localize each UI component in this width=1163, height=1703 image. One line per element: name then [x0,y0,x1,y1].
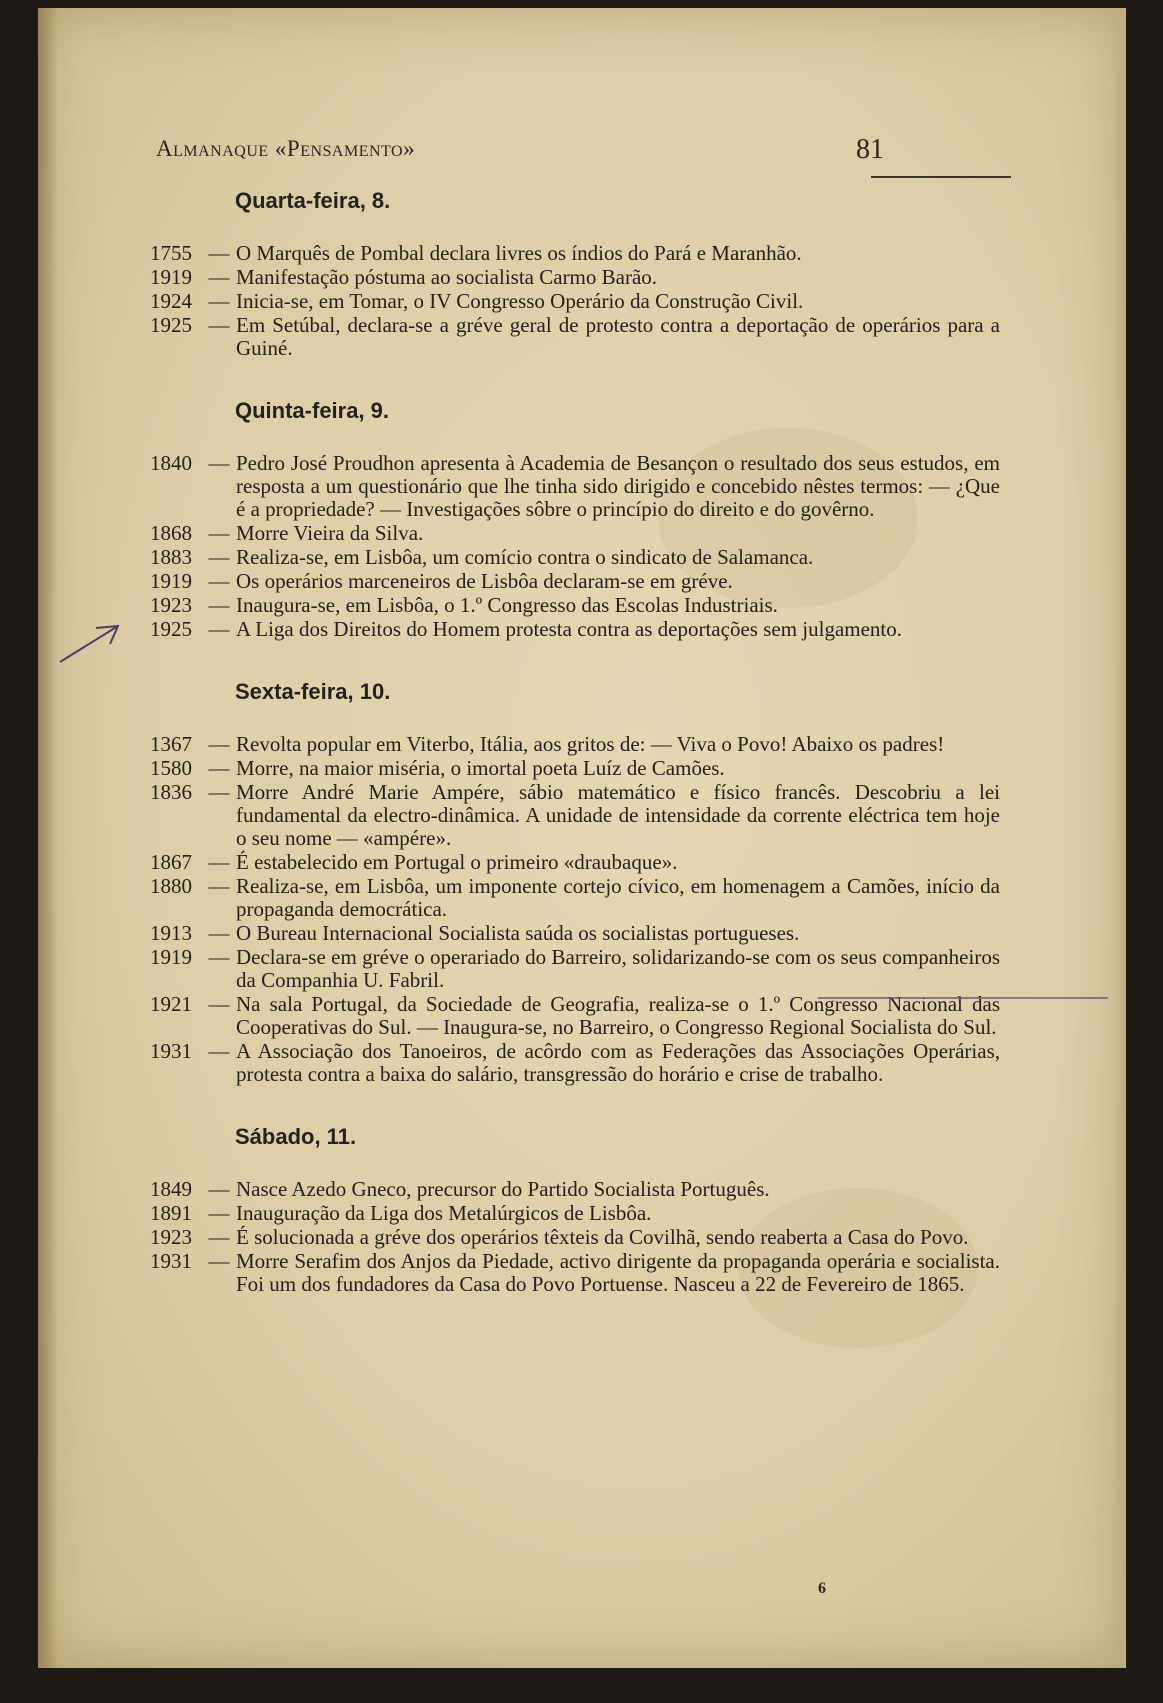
entry-text: Inicia-se, em Tomar, o IV Congresso Operário da Construção Civil. [236,289,804,313]
entry-year: 1883 [150,545,192,569]
entry-text: Realiza-se, em Lisbôa, um comício contra o sindicato de Salamanca. [236,545,814,569]
entry-list [150,733,1000,1086]
entry-text: Revolta popular em Viterbo, Itália, aos gritos de: — Viva o Povo! Abaixo os padres! [236,732,945,756]
entry-dash: — [208,313,230,337]
page-number: 81 [856,134,884,165]
entry-text: Em Setúbal, declara-se a gréve geral de protesto contra a deportação de operários para a Guiné. [236,313,1000,360]
day-heading: Quarta-feira, 8. [235,188,391,213]
entry-year: 1880 [150,874,192,898]
chronology-entry [150,733,1000,756]
chronology-entry [150,570,1000,593]
day-section-thursday [150,398,1000,641]
entry-dash: — [208,1177,230,1201]
day-heading: Sexta-feira, 10. [235,679,391,704]
entry-dash: — [208,780,230,804]
entry-text: Morre André Marie Ampére, sábio matemático e físico francês. Descobriu a lei fundamental da electro-dinâmica. A unidade de intensidade da corrente eléctrica tem hoje o seu nome — «ampére». [236,780,1000,850]
entry-list [150,242,1000,360]
chronology-entry [150,314,1000,360]
chronology-entry [150,618,1000,641]
book-page [38,8,1126,1668]
entry-year: 1868 [150,521,192,545]
entry-text: Os operários marceneiros de Lisbôa declaram-se em gréve. [236,569,733,593]
day-section-friday [150,679,1000,1086]
entry-dash: — [208,617,230,641]
entry-text: Manifestação póstuma ao socialista Carmo Barão. [236,265,658,289]
page-content [150,188,1000,1334]
entry-text: A Associação dos Tanoeiros, de acôrdo com as Federações das Associações Operárias, protesta contra a baixa do salário, transgressão do horário e crise de trabalho. [236,1039,1000,1086]
day-heading: Quinta-feira, 9. [235,398,390,423]
entry-year: 1925 [150,617,192,641]
entry-text: Na sala Portugal, da Sociedade de Geografia, realiza-se o 1.º Congresso Nacional das Cooperativas do Sul. — Inaugura-se, no Barreiro, o Congresso Regional Socialista do Sul. [236,992,1000,1039]
entry-dash: — [208,945,230,969]
entry-year: 1867 [150,850,192,874]
entry-text: Morre, na maior miséria, o imortal poeta Luíz de Camões. [236,756,725,780]
chronology-entry [150,242,1000,265]
entry-year: 1580 [150,756,192,780]
entry-dash: — [208,289,230,313]
chronology-entry [150,781,1000,850]
entry-year: 1913 [150,921,192,945]
entry-list [150,1178,1000,1296]
signature-mark: 6 [818,1580,826,1597]
entry-dash: — [208,451,230,475]
chronology-entry [150,266,1000,289]
entry-list [150,452,1000,641]
chronology-entry [150,1040,1000,1086]
entry-dash: — [208,521,230,545]
chronology-entry [150,1178,1000,1201]
running-head: Almanaque «Pensamento» [156,136,416,161]
entry-dash: — [208,545,230,569]
chronology-entry [150,290,1000,313]
entry-dash: — [208,874,230,898]
entry-dash: — [208,241,230,265]
entry-dash: — [208,569,230,593]
entry-year: 1921 [150,992,192,1016]
entry-year: 1923 [150,1225,192,1249]
entry-dash: — [208,992,230,1016]
entry-text: Inaugura-se, em Lisbôa, o 1.º Congresso das Escolas Industriais. [236,593,778,617]
entry-dash: — [208,921,230,945]
entry-year: 1931 [150,1249,192,1273]
entry-text: A Liga dos Direitos do Homem protesta contra as deportações sem julgamento. [236,617,903,641]
entry-dash: — [208,1039,230,1063]
entry-text: O Marquês de Pombal declara livres os índios do Pará e Maranhão. [236,241,802,265]
entry-year: 1919 [150,945,192,969]
handwritten-arrow-icon [56,618,126,668]
entry-text: Nasce Azedo Gneco, precursor do Partido Socialista Português. [236,1177,770,1201]
entry-text: O Bureau Internacional Socialista saúda os socialistas portugueses. [236,921,800,945]
entry-text: Morre Vieira da Silva. [236,521,424,545]
chronology-entry [150,922,1000,945]
header-rule [871,176,1011,178]
entry-year: 1755 [150,241,192,265]
chronology-entry [150,594,1000,617]
page-edge-shadow [1112,8,1126,1668]
chronology-entry [150,1202,1000,1225]
chronology-entry [150,452,1000,521]
chronology-entry [150,546,1000,569]
entry-text: Inauguração da Liga dos Metalúrgicos de Lisbôa. [236,1201,652,1225]
entry-year: 1891 [150,1201,192,1225]
entry-dash: — [208,732,230,756]
entry-dash: — [208,1249,230,1273]
chronology-entry [150,946,1000,992]
entry-year: 1919 [150,265,192,289]
entry-year: 1931 [150,1039,192,1063]
entry-year: 1919 [150,569,192,593]
chronology-entry [150,875,1000,921]
entry-dash: — [208,850,230,874]
chronology-entry [150,1250,1000,1296]
entry-year: 1367 [150,732,192,756]
entry-text: Pedro José Proudhon apresenta à Academia de Besançon o resultado dos seus estudos, em resposta a um questionário que lhe tinha sido dirigido e concebido nêstes termos: — ¿Que é a propriedade? — Investigações sôbre o princípio do direito e do govêrno. [236,451,1000,521]
entry-dash: — [208,593,230,617]
chronology-entry [150,851,1000,874]
page-spine-shadow [38,8,58,1668]
chronology-entry [150,757,1000,780]
entry-year: 1840 [150,451,192,475]
entry-dash: — [208,1225,230,1249]
page-header [156,126,996,176]
entry-text: É solucionada a gréve dos operários têxteis da Covilhã, sendo reaberta a Casa do Povo. [236,1225,969,1249]
entry-year: 1836 [150,780,192,804]
entry-year: 1849 [150,1177,192,1201]
entry-text: É estabelecido em Portugal o primeiro «draubaque». [236,850,678,874]
day-section-saturday [150,1124,1000,1296]
chronology-entry [150,1226,1000,1249]
entry-year: 1925 [150,313,192,337]
entry-year: 1924 [150,289,192,313]
day-heading: Sábado, 11. [235,1124,357,1149]
entry-text: Declara-se em gréve o operariado do Barreiro, solidarizando-se com os seus companheiros da Companhia U. Fabril. [236,945,1000,992]
entry-text: Morre Serafim dos Anjos da Piedade, activo dirigente da propaganda operária e socialista. Foi um dos fundadores da Casa do Povo Portuense. Nasceu a 22 de Fevereiro de 1865. [236,1249,1000,1296]
handwritten-underline-icon [818,996,1108,1000]
day-section-wednesday [150,188,1000,360]
entry-dash: — [208,756,230,780]
chronology-entry [150,522,1000,545]
entry-dash: — [208,265,230,289]
entry-year: 1923 [150,593,192,617]
entry-text: Realiza-se, em Lisbôa, um imponente cortejo cívico, em homenagem a Camões, início da propaganda democrática. [236,874,1000,921]
entry-dash: — [208,1201,230,1225]
